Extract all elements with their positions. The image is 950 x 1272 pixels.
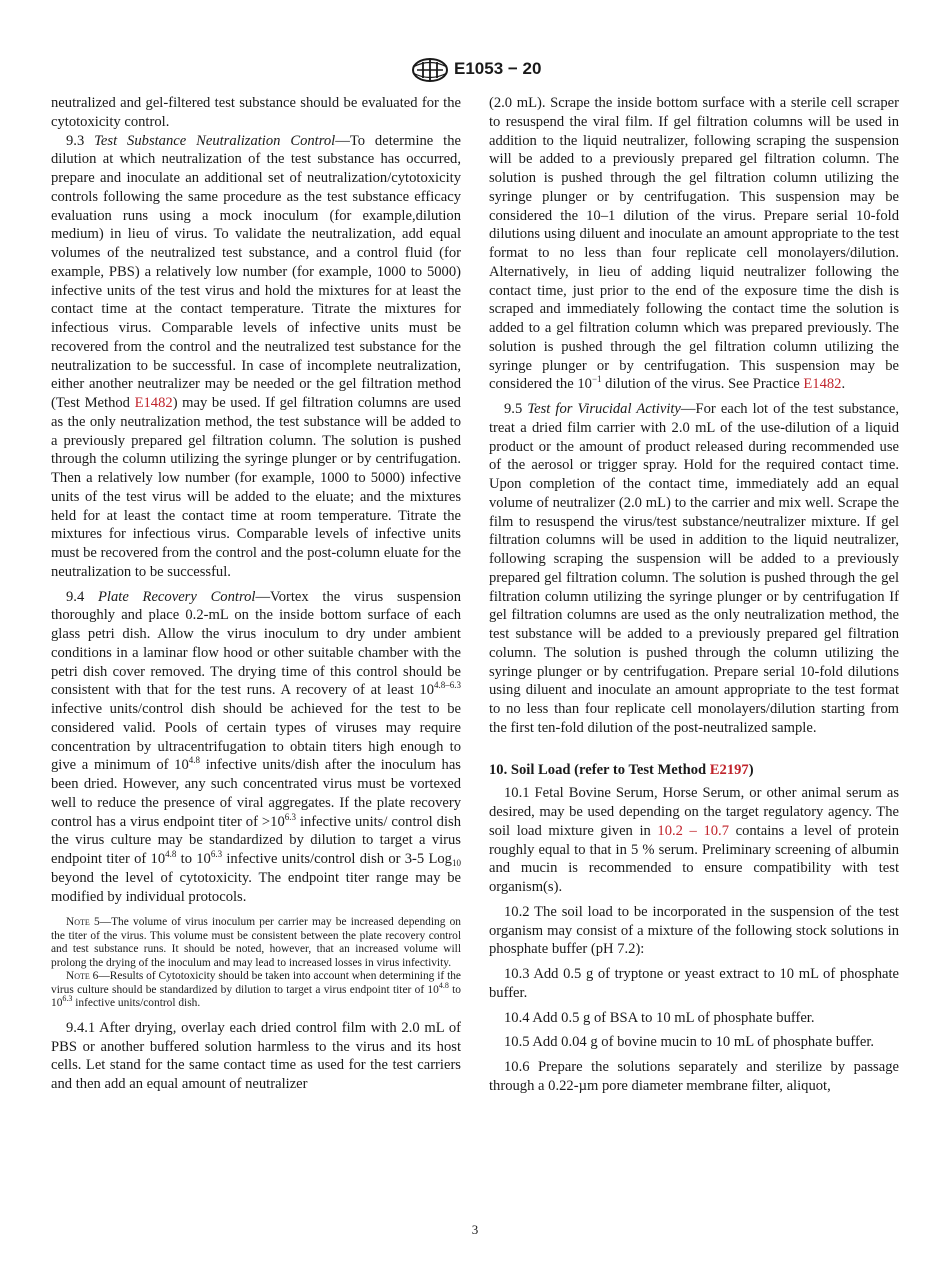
continued-paragraph-right: (2.0 mL). Scrape the inside bottom surface with a sterile cell scraper to resuspend the viral film. If gel filtration columns will be used in addition to the liquid neutralizer, following scraping the suspension will be added to a previously prepared gel filtration column. The solution is pushed through the gel filtration column utilizing the syringe plunger or by centrifugation. This suspension may be considered the 10–1 dilution of the virus. Prepare serial 10-fold dilutions using diluent and inoculate an amount appropriate to the test format to no less than four replicate cell monolayers/dilution. Alternatively, in lieu of adding liquid neutralizer following the contact time, just prior to the end of the exposure time the dish is scraped and immediately following the contact time the solution is added to a gel filtration column which was prepared previously. The solution is pushed through the gel filtration column utilizing the syringe plunger or by centrifugation. This suspension may be considered the $10^{-1}$ dilution of the virus. See Practice E1482. <box>489 95 899 393</box>
e2197-link[interactable]: E2197 <box>709 761 749 778</box>
e1482-link[interactable]: E1482 <box>134 395 173 411</box>
section-10-5: 10.5 Add 0.04 g of bovine mucin to 10 mL of phosphate buffer. <box>504 1034 875 1051</box>
page-header <box>0 58 950 84</box>
page-number: 3 <box>471 1222 479 1237</box>
section-9-3: 9.3 Test Substance Neutralization Control—To determine the dilution at which neutralization of the test substance has occurred, prepare and inoculate an additional set of neutralization/cytotoxicity controls following the same procedure as the test substance efficacy evaluation runs using a mock inoculum (for example,dilution medium) in lieu of virus. To validate the neutralization, add equal volumes of the neutralized test substance, and a control fluid (for example, PBS) a relatively low number (for example, 1000 to 5000) infective units of the test virus and hold the mixtures for at least the contact time at the contact temperature. Titrate the mixtures for infectious virus. Comparable levels of infective units must be recovered from the control and the neutralized test substance for the neutralization to be successful. In case of incomplete neutralization, either another neutralizer may be needed or the gel filtration method (Test Method E1482) may be used. If gel filtration columns are used as the only neutralization method, the test substance will be added to a previously prepared gel filtration column. The solution is pushed through the column utilizing the syringe plunger or by centrifugation. Then a relatively low number (for example, 1000 to 5000) infective units of the test virus will be added to the eluate; and the mixtures held for at least the contact time at room temperature. Titrate the mixtures for infectious virus. Comparable levels of infective units must be recovered from the control and the post-column eluate for the neutralization to be successful. <box>51 132 462 580</box>
section-10-2-10-7-link[interactable]: 10.2 – 10.7 <box>657 822 729 839</box>
section-9-5: 9.5 Test for Virucidal Activity—For each lot of the test substance, treat a dried film carrier with 2.0 mL of the use-dilution of a liquid product or the amount of product released during recommended use of the aerosol or trigger spray. Hold for the required contact time. Upon completion of the contact time, immediately add an equal volume of neutralizer (2.0 mL) to the carrier and mix well. Scrape the film to resuspend the virus/test substance/neutralizer mixture. If gel filtration columns will be used in addition to the liquid neutralizer, following scraping the suspension will be added to a previously prepared gel filtration column. The solution is pushed through the gel filtration column utilizing the syringe plunger or by centrifugation If gel filtration columns are used as the only neutralization method, the test substance will be added to a previously prepared gel filtration column. The solution is pushed through the column utilizing the syringe plunger or by centrifugation. Prepare serial 10-fold dilutions using diluent and inoculate an amount appropriate to the test format to no less than four replicate cell monolayers/dilution starting from the first ten-fold dilution of the post-neutralized sample. <box>489 401 900 736</box>
note-6: Note 6—Results of Cytotoxicity should be taken into account when determining if the virus culture should be standardized by dilution to target a virus endpoint titer of $10^{4.8}$ to $10^{6.3}$ infective units/control dish. <box>51 970 462 1010</box>
section-9-4: 9.4 Plate Recovery Control—Vortex the virus suspension thoroughly and place 0.2-mL on the inside bottom surface of each glass petri dish. Allow the virus inoculum to dry under ambient conditions in a laminar flow hood or other suitable chamber with the petri dish cover removed. The drying time of this control should be consistent with that for the test runs. A recovery of at least $10^{4.8-6.3}$ infective units/control dish should be achieved for the test to be considered valid. Pools of certain types of viruses may require concentration by ultracentrifugation to obtain titers high enough to give a minimum of $10^{4.8}$ infective units/dish after the inoculum has been dried. However, any such concentrated virus must be vortexed well to reduce the presence of viral aggregates. If the plate recovery control has a virus endpoint titer of $>10^{6.3}$ infective units/ control dish the virus culture may be standardized by dilution to target a virus endpoint titer of $10^{4.8}$ to $10^{6.3}$ infective units/control dish or 3-5 Log$_{10}$ beyond the level of cytotoxicity. The endpoint titer range may be modified by individual protocols. <box>51 588 462 905</box>
section-9-5-title: Test for Virucidal Activity <box>527 401 681 417</box>
e1482-practice-link[interactable]: E1482 <box>803 376 842 393</box>
section-9-3-title: Test Substance Neutralization Control <box>94 132 336 149</box>
astm-logo-icon <box>411 58 449 82</box>
section-10-1: 10.1 Fetal Bovine Serum, Horse Serum, or other animal serum as desired, may be used depending on the target regulatory agency. The soil load mixture given in 10.2 – 10.7 contains a level of protein roughly equal to that in 5 % serum. Preliminary screening of albumin and mucin is recommended to ensure compatibility with test organism(s). <box>489 785 899 895</box>
continued-paragraph: neutralized and gel-filtered test substance should be evaluated for the cytotoxicity control. <box>51 95 461 130</box>
section-9-4-title: Plate Recovery Control <box>98 588 256 605</box>
section-9-4-1: 9.4.1 After drying, overlay each dried control film with 2.0 mL of PBS or another buffered solution harmless to the virus and its host cells. Let stand for the same contact time as used for the test carriers and then add an equal amount of neutralizer <box>51 1019 461 1092</box>
right-column <box>489 94 899 1096</box>
section-10-6: 10.6 Prepare the solutions separately and sterilize by passage through a 0.22-µm pore diameter membrane filter, aliquot, <box>489 1059 899 1094</box>
section-10-3: 10.3 Add 0.5 g of tryptone or yeast extract to 10 mL of phosphate buffer. <box>489 966 899 1001</box>
note-5: Note 5—The volume of virus inoculum per carrier may be increased depending on the titer of the virus. This volume must be consistent between the plate recovery control and test substance runs. It should be noted, however, that an increased volume will prolong the drying of the inoculum and may lead to increased losses in virus infectivity. <box>51 916 461 969</box>
document-id: E1053 − 20 <box>454 59 542 78</box>
left-column <box>51 94 461 1094</box>
section-10-2: 10.2 The soil load to be incorporated in the suspension of the test organism may consist of a mixture of the following stock solutions in phosphate buffer (pH 7.2): <box>489 903 899 958</box>
section-10-4: 10.4 Add 0.5 g of BSA to 10 mL of phosphate buffer. <box>504 1009 815 1026</box>
section-10-heading: 10. Soil Load (refer to Test Method E2197) <box>489 761 754 778</box>
